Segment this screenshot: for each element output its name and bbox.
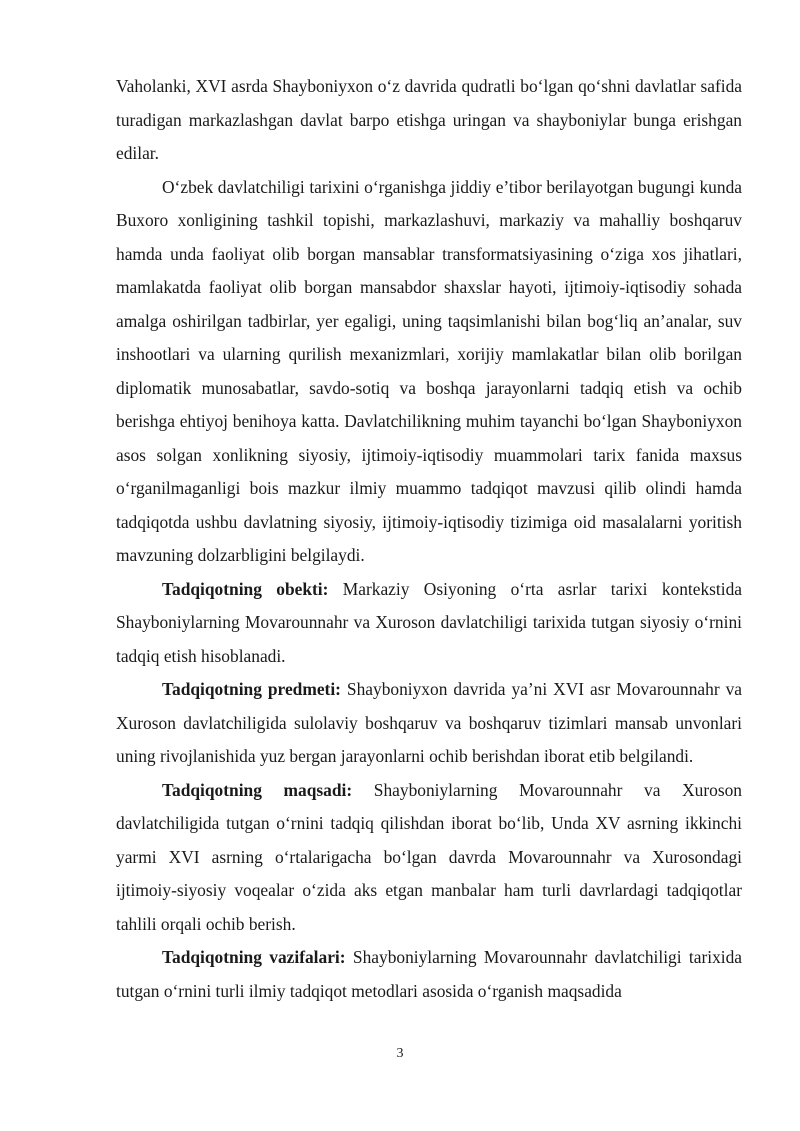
paragraph-text: O‘zbek davlatchiligi tarixini o‘rganishga jiddiy e’tibor berilayotgan bugungi kunda Buxoro xonligining tashkil topishi, markazlashuvi, markaziy va mahalliy boshqaruv hamda unda faoliyat olib borgan mansablar transformatsiyasining o‘ziga xos jihatlari, mamlakatda faoliyat olib borgan mansabdor shaxslar hayoti, ijtimoiy-iqtisodiy sohada amalga oshirilgan tadbirlar, yer egaligi, uning taqsimlanishi bilan bog‘liq an’analar, suv inshootlari va ularning qurilish mexanizmlari, xorijiy mamlakatlar bilan olib borilgan diplomatik munosabatlar, savdo-sotiq va boshqa jarayonlarni tadqiq etish va ochib berishga ehtiyoj benihoya katta. Davlatchilikning muhim tayanchi bo‘lgan Shayboniyxon asos solgan xonlikning siyosiy, ijtimoiy-iqtisodiy muammolari tarix fanida maxsus o‘rganilmaganligi bois mazkur ilmiy muammo tadqiqot mavzusi qilib olindi hamda tadqiqotda ushbu davlatning siyosiy, ijtimoiy-iqtisodiy tizimiga oid masalalarni yoritish mavzuning dolzarbligini belgilaydi. <box>116 176 742 565</box>
paragraph-relevance <box>116 171 742 573</box>
paragraph-text: Vaholanki, XVI asrda Shayboniyxon o‘z davrida qudratli bo‘lgan qo‘shni davlatlar safida turadigan markazlashgan davlat barpo etishga uringan va shayboniylar bunga erishgan edilar. <box>116 76 742 163</box>
paragraph-goal <box>116 774 742 942</box>
paragraph-subject <box>116 673 742 774</box>
paragraph-text: Shayboniylarning Movarounnahr va Xuroson davlatchiligida tutgan o‘rnini tadqiq qilishdan iborat bo‘lib, Unda XV asrning ikkinchi yarmi XVI asrning o‘rtalarigacha bo‘lgan davrda Movarounnahr va Xurosondagi ijtimoiy-siyosiy voqealar o‘zida aks etgan manbalar ham turli davrlardagi tadqiqotlar tahlili orqali ochib berish. <box>116 779 742 934</box>
paragraph-object <box>116 573 742 674</box>
page-number: 3 <box>396 1046 404 1061</box>
paragraph-heading: Tadqiqotning maqsadi: <box>162 779 353 800</box>
paragraph-text: Shayboniyxon davrida ya’ni XVI asr Movarounnahr va Xuroson davlatchiligida sulolaviy boshqaruv va boshqaruv tizimlari mansab unvonlari uning rivojlanishida yuz bergan jarayonlarni ochib berishdan iborat etib belgilandi. <box>116 679 742 766</box>
paragraph-tasks <box>116 941 742 1008</box>
paragraph-heading: Tadqiqotning predmeti: <box>162 679 341 699</box>
paragraph-heading: Tadqiqotning obekti: <box>162 578 329 599</box>
paragraph-text: Shayboniylarning Movarounnahr davlatchiligi tarixida tutgan o‘rnini turli ilmiy tadqiqot metodlari asosida o‘rganish maqsadida <box>116 947 743 1001</box>
paragraph-heading: Tadqiqotning vazifalari: <box>162 947 346 967</box>
paragraph-text: Markaziy Osiyoning o‘rta asrlar tarixi kontekstida Shayboniylarning Movarounnahr va Xuroson davlatchiligi tarixida tutgan siyosiy o‘rnini tadqiq etish hisoblanadi. <box>116 578 743 666</box>
document-page <box>116 70 742 1008</box>
paragraph-intro <box>116 70 742 171</box>
